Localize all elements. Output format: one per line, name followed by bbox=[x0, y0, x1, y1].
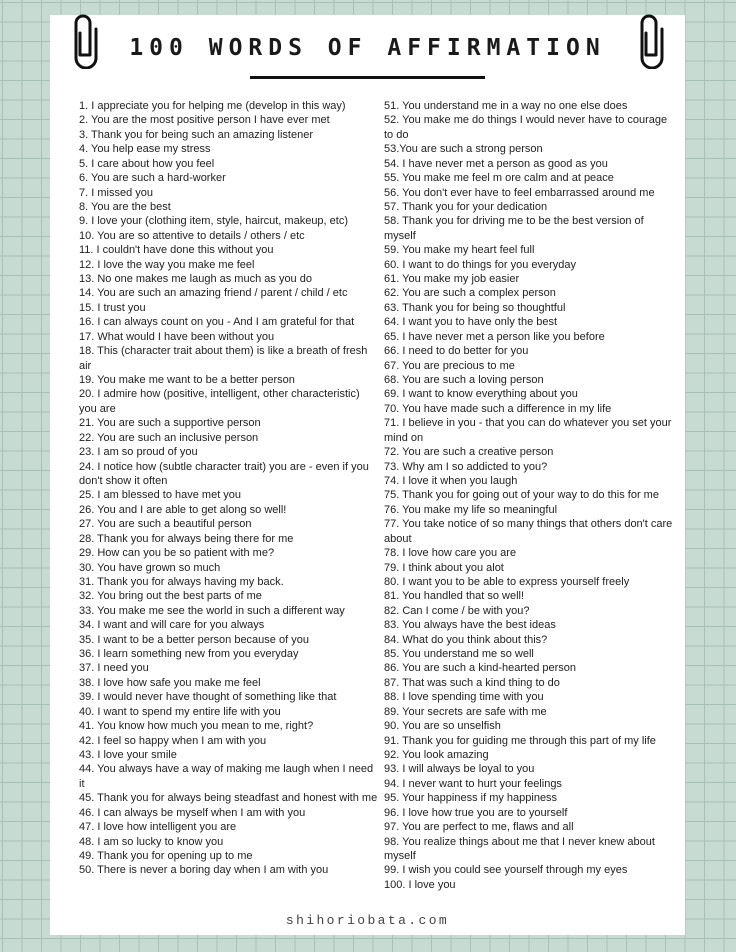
affirmation-item: 55. You make me feel m ore calm and at peace bbox=[384, 172, 614, 185]
affirmation-item: 41. You know how much you mean to me, right? bbox=[79, 720, 314, 733]
affirmation-item: 70. You have made such a difference in my life bbox=[384, 402, 612, 415]
title-underline bbox=[250, 76, 485, 79]
affirmation-item: 93. I will always be loyal to you bbox=[384, 763, 535, 776]
affirmation-item: 8. You are the best bbox=[79, 200, 171, 213]
affirmation-item: 7. I missed you bbox=[79, 186, 153, 199]
affirmation-item: 80. I want you to be able to express yourself freely bbox=[384, 575, 630, 588]
affirmation-item: 29. How can you be so patient with me? bbox=[79, 547, 275, 560]
affirmation-item: 82. Can I come / be with you? bbox=[384, 604, 530, 617]
affirmation-item: 47. I love how intelligent you are bbox=[79, 821, 237, 834]
affirmation-item: 44. You always have a way of making me laugh when I need it bbox=[79, 763, 374, 790]
affirmation-item: 26. You and I are able to get along so well! bbox=[79, 503, 287, 516]
affirmation-item: 60. I want to do things for you everyday bbox=[384, 258, 577, 271]
affirmation-item: 35. I want to be a better person because of you bbox=[79, 633, 309, 646]
affirmation-item: 72. You are such a creative person bbox=[384, 446, 554, 459]
affirmation-item: 52. You make me do things I would never have to courage to do bbox=[384, 114, 668, 141]
affirmation-item: 4. You help ease my stress bbox=[79, 143, 211, 156]
affirmation-item: 6. You are such a hard-worker bbox=[79, 172, 226, 185]
affirmation-item: 27. You are such a beautiful person bbox=[79, 518, 252, 531]
affirmation-item: 23. I am so proud of you bbox=[79, 446, 198, 459]
affirmation-item: 48. I am so lucky to know you bbox=[79, 835, 224, 848]
affirmation-item: 90. You are so unselfish bbox=[384, 720, 501, 733]
affirmation-item: 84. What do you think about this? bbox=[384, 633, 548, 646]
affirmation-item: 12. I love the way you make me feel bbox=[79, 258, 255, 271]
affirmation-item: 57. Thank you for your dedication bbox=[384, 200, 548, 213]
affirmation-item: 76. You make my life so meaningful bbox=[384, 503, 558, 516]
affirmation-item: 99. I wish you could see yourself through my eyes bbox=[384, 864, 628, 877]
affirmation-item: 15. I trust you bbox=[79, 301, 146, 314]
affirmation-item: 64. I want you to have only the best bbox=[384, 316, 558, 329]
affirmation-item: 67. You are precious to me bbox=[384, 359, 515, 372]
affirmations-list-left bbox=[79, 99, 379, 878]
affirmation-item: 58. Thank you for driving me to be the best version of myself bbox=[384, 215, 644, 242]
affirmation-item: 71. I believe in you - that you can do whatever you set your mind on bbox=[384, 417, 672, 444]
affirmation-item: 61. You make my job easier bbox=[384, 273, 520, 286]
affirmation-item: 20. I admire how (positive, intelligent, other characteristic) you are bbox=[79, 388, 360, 415]
affirmation-item: 34. I want and will care for you always bbox=[79, 619, 265, 632]
affirmation-item: 63. Thank you for being so thoughtful bbox=[384, 301, 566, 314]
affirmation-item: 65. I have never met a person like you before bbox=[384, 330, 605, 343]
affirmation-item: 66. I need to do better for you bbox=[384, 345, 529, 358]
affirmation-item: 19. You make me want to be a better person bbox=[79, 374, 295, 387]
affirmation-item: 18. This (character trait about them) is like a breath of fresh air bbox=[79, 345, 368, 372]
affirmation-item: 89. Your secrets are safe with me bbox=[384, 705, 547, 718]
affirmation-item: 24. I notice how (subtle character trait) you are - even if you don't show it often bbox=[79, 460, 369, 487]
affirmation-item: 100. I love you bbox=[384, 878, 456, 891]
affirmation-item: 73. Why am I so addicted to you? bbox=[384, 460, 548, 473]
affirmation-item: 78. I love how care you are bbox=[384, 547, 517, 560]
affirmation-item: 31. Thank you for always having my back. bbox=[79, 575, 284, 588]
page-title: 100 WORDS OF AFFIRMATION bbox=[129, 35, 606, 61]
affirmation-item: 28. Thank you for always being there for me bbox=[79, 532, 294, 545]
affirmation-item: 3. Thank you for being such an amazing listener bbox=[79, 128, 313, 141]
affirmation-item: 33. You make me see the world in such a different way bbox=[79, 604, 345, 617]
affirmation-item: 14. You are such an amazing friend / parent / child / etc bbox=[79, 287, 348, 300]
affirmation-item: 69. I want to know everything about you bbox=[384, 388, 578, 401]
affirmation-item: 37. I need you bbox=[79, 662, 149, 675]
affirmation-item: 88. I love spending time with you bbox=[384, 691, 544, 704]
affirmation-item: 87. That was such a kind thing to do bbox=[384, 676, 560, 689]
affirmation-item: 22. You are such an inclusive person bbox=[79, 431, 259, 444]
affirmation-item: 81. You handled that so well! bbox=[384, 590, 525, 603]
affirmation-item: 17. What would I have been without you bbox=[79, 330, 275, 343]
affirmation-item: 16. I can always count on you - And I am grateful for that bbox=[79, 316, 355, 329]
affirmation-item: 40. I want to spend my entire life with you bbox=[79, 705, 281, 718]
affirmation-item: 25. I am blessed to have met you bbox=[79, 489, 242, 502]
affirmation-item: 10. You are so attentive to details / others / etc bbox=[79, 229, 305, 242]
affirmation-item: 32. You bring out the best parts of me bbox=[79, 590, 262, 603]
affirmation-item: 49. Thank you for opening up to me bbox=[79, 849, 253, 862]
affirmation-item: 53.You are such a strong person bbox=[384, 143, 543, 156]
affirmation-item: 11. I couldn't have done this without you bbox=[79, 244, 274, 257]
affirmation-item: 1. I appreciate you for helping me (develop in this way) bbox=[79, 100, 346, 112]
affirmation-item: 86. You are such a kind-hearted person bbox=[384, 662, 577, 675]
affirmation-item: 91. Thank you for guiding me through this part of my life bbox=[384, 734, 656, 747]
affirmation-item: 74. I love it when you laugh bbox=[384, 474, 518, 487]
affirmation-item: 51. You understand me in a way no one else does bbox=[384, 100, 628, 112]
affirmation-item: 75. Thank you for going out of your way to do this for me bbox=[384, 489, 659, 502]
affirmation-item: 5. I care about how you feel bbox=[79, 157, 215, 170]
affirmation-item: 36. I learn something new from you everyday bbox=[79, 648, 299, 661]
affirmation-item: 83. You always have the best ideas bbox=[384, 619, 556, 632]
affirmation-item: 9. I love your (clothing item, style, haircut, makeup, etc) bbox=[79, 215, 349, 228]
affirmations-list-right bbox=[384, 99, 676, 892]
affirmation-item: 77. You take notice of so many things that others don't care about bbox=[384, 518, 673, 545]
site-url: shihoriobata.com bbox=[285, 913, 450, 928]
affirmation-item: 97. You are perfect to me, flaws and all bbox=[384, 821, 574, 834]
affirmation-sheet bbox=[50, 15, 685, 935]
affirmation-item: 85. You understand me so well bbox=[384, 648, 534, 661]
affirmation-item: 45. Thank you for always being steadfast and honest with me bbox=[79, 792, 378, 805]
affirmation-item: 13. No one makes me laugh as much as you do bbox=[79, 273, 312, 286]
affirmation-item: 21. You are such a supportive person bbox=[79, 417, 261, 430]
affirmation-item: 68. You are such a loving person bbox=[384, 374, 544, 387]
affirmation-item: 2. You are the most positive person I have ever met bbox=[79, 114, 330, 127]
affirmation-item: 46. I can always be myself when I am with you bbox=[79, 806, 306, 819]
affirmation-item: 98. You realize things about me that I never knew about myself bbox=[384, 835, 655, 862]
affirmation-item: 62. You are such a complex person bbox=[384, 287, 556, 300]
affirmation-item: 56. You don't ever have to feel embarrassed around me bbox=[384, 186, 655, 199]
affirmation-item: 43. I love your smile bbox=[79, 748, 177, 761]
affirmation-item: 39. I would never have thought of something like that bbox=[79, 691, 337, 704]
affirmation-item: 38. I love how safe you make me feel bbox=[79, 676, 261, 689]
affirmation-item: 92. You look amazing bbox=[384, 748, 489, 761]
affirmation-item: 79. I think about you alot bbox=[384, 561, 504, 574]
affirmation-item: 94. I never want to hurt your feelings bbox=[384, 777, 562, 790]
affirmation-item: 95. Your happiness if my happiness bbox=[384, 792, 558, 805]
affirmation-item: 96. I love how true you are to yourself bbox=[384, 806, 568, 819]
affirmation-item: 50. There is never a boring day when I am with you bbox=[79, 864, 329, 877]
affirmation-item: 42. I feel so happy when I am with you bbox=[79, 734, 267, 747]
affirmation-item: 30. You have grown so much bbox=[79, 561, 221, 574]
affirmation-item: 54. I have never met a person as good as you bbox=[384, 157, 608, 170]
affirmation-item: 59. You make my heart feel full bbox=[384, 244, 535, 257]
